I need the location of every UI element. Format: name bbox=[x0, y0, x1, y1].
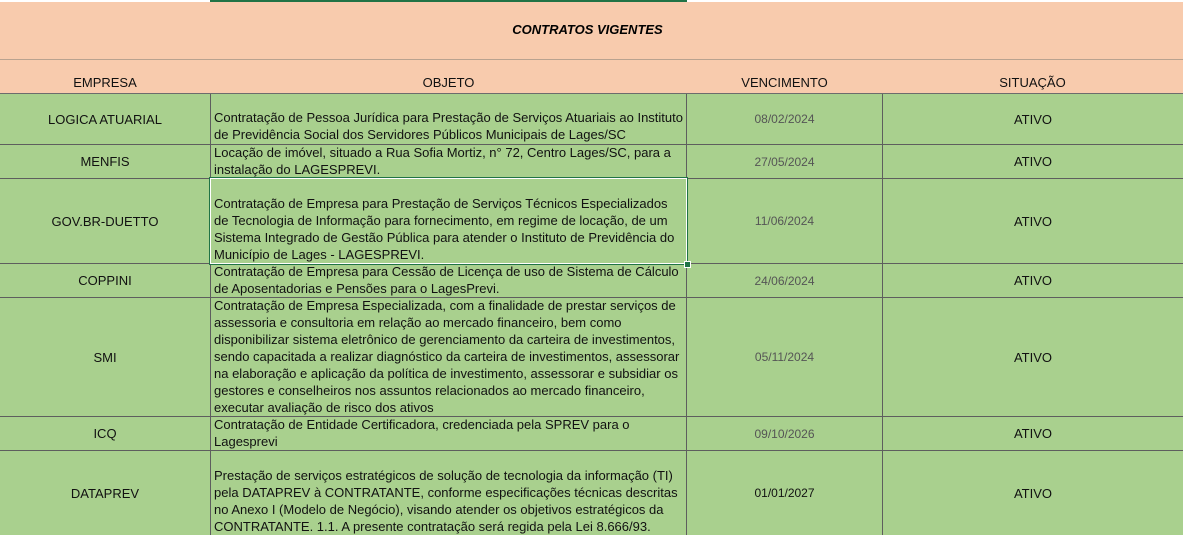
header-vencimento[interactable]: VENCIMENTO bbox=[741, 75, 828, 90]
active-cell-column-indicator bbox=[210, 0, 687, 2]
cell-empresa[interactable]: MENFIS bbox=[80, 154, 130, 169]
cell-vencimento[interactable]: 01/01/2027 bbox=[754, 486, 815, 500]
objeto-text: Contratação de Empresa para Prestação de Serviços Técnicos Especializados de Tecnologia de Informação para fornecimento, em regime de locação, de um Sistema Integrado de Gestão Pública para atender o Instituto de Previdência do Município de Lages - LAGESPREVI. bbox=[214, 196, 675, 262]
title-row[interactable] bbox=[0, 2, 1183, 60]
cell-vencimento[interactable]: 08/02/2024 bbox=[754, 112, 815, 126]
objeto-text: Prestação de serviços estratégicos de solução de tecnologia da informação (TI) pela DATAPREV à CONTRATANTE, conforme especificações técnicas descritas no Anexo I (Modelo de Negócio), visando atender os objetivos estratégicos da CONTRATANTE. 1.1. A presente contratação será regida pela Lei 8.666/93. bbox=[214, 468, 678, 534]
table-row bbox=[0, 145, 1183, 179]
cell-situacao[interactable]: ATIVO bbox=[882, 451, 1183, 535]
table-row bbox=[0, 451, 1183, 535]
table-row bbox=[0, 298, 1183, 417]
fill-handle[interactable] bbox=[684, 261, 691, 268]
header-objeto[interactable]: OBJETO bbox=[422, 75, 475, 90]
cell-objeto[interactable] bbox=[210, 179, 687, 263]
cell-situacao[interactable]: ATIVO bbox=[882, 94, 1183, 144]
cell-empresa[interactable]: LOGICA ATUARIAL bbox=[48, 111, 162, 127]
cell-objeto[interactable] bbox=[210, 94, 687, 144]
cell-objeto[interactable] bbox=[210, 298, 687, 416]
header-empresa[interactable]: EMPRESA bbox=[73, 75, 137, 90]
cell-situacao[interactable]: ATIVO bbox=[882, 179, 1183, 263]
cell-situacao[interactable]: ATIVO bbox=[882, 417, 1183, 450]
cell-objeto[interactable] bbox=[210, 451, 687, 535]
cell-vencimento[interactable]: 24/06/2024 bbox=[754, 273, 815, 288]
cell-empresa[interactable]: ICQ bbox=[93, 426, 117, 441]
cell-empresa[interactable]: SMI bbox=[93, 349, 117, 365]
cell-vencimento[interactable]: 11/06/2024 bbox=[754, 214, 815, 228]
cell-empresa[interactable]: COPPINI bbox=[78, 273, 132, 288]
cell-objeto[interactable] bbox=[210, 417, 687, 450]
cell-objeto[interactable] bbox=[210, 264, 687, 297]
column-header-row bbox=[0, 60, 1183, 94]
cell-situacao[interactable]: ATIVO bbox=[882, 145, 1183, 178]
cell-empresa[interactable]: GOV.BR-DUETTO bbox=[51, 213, 159, 229]
cell-empresa[interactable]: DATAPREV bbox=[70, 485, 140, 501]
sheet-title: CONTRATOS VIGENTES bbox=[512, 22, 663, 37]
objeto-text: Locação de imóvel, situado a Rua Sofia Mortiz, n° 72, Centro Lages/SC, para a instalação do LAGESPREVI. bbox=[214, 145, 671, 177]
cell-objeto[interactable] bbox=[210, 145, 687, 178]
objeto-text: Contratação de Entidade Certificadora, credenciada pela SPREV para o Lagesprevi bbox=[214, 417, 630, 449]
cell-situacao[interactable]: ATIVO bbox=[882, 264, 1183, 297]
header-situacao[interactable]: SITUAÇÃO bbox=[999, 75, 1066, 90]
cell-vencimento[interactable]: 27/05/2024 bbox=[754, 154, 815, 169]
table-row bbox=[0, 264, 1183, 298]
objeto-text: Contratação de Empresa Especializada, com a finalidade de prestar serviços de assessoria e consultoria em relação ao mercado financeiro, bem como disponibilizar sistema eletrônico de gerenciamento da carteira de investimentos, sendo capacitada a realizar diagnóstico da carteira de investimentos, assessorar na elaboração e aplicação da política de investimento, assessorar e subsidiar os gestores e conselheiros nos assuntos relacionados ao mercado financeiro, executar avaliação de risco dos ativos bbox=[214, 298, 680, 415]
table-row bbox=[0, 94, 1183, 145]
cell-situacao[interactable]: ATIVO bbox=[882, 298, 1183, 416]
objeto-text: Contratação de Empresa para Cessão de Licença de uso de Sistema de Cálculo de Aposentadorias e Pensões para o LagesPrevi. bbox=[214, 264, 679, 296]
objeto-text: Contratação de Pessoa Jurídica para Prestação de Serviços Atuariais ao Instituto de Previdência Social dos Servidores Públicos Municipais de Lages/SC bbox=[214, 110, 683, 142]
table-row bbox=[0, 417, 1183, 451]
cell-vencimento[interactable]: 05/11/2024 bbox=[754, 350, 815, 364]
cell-vencimento[interactable]: 09/10/2026 bbox=[754, 426, 815, 441]
table-row bbox=[0, 179, 1183, 264]
